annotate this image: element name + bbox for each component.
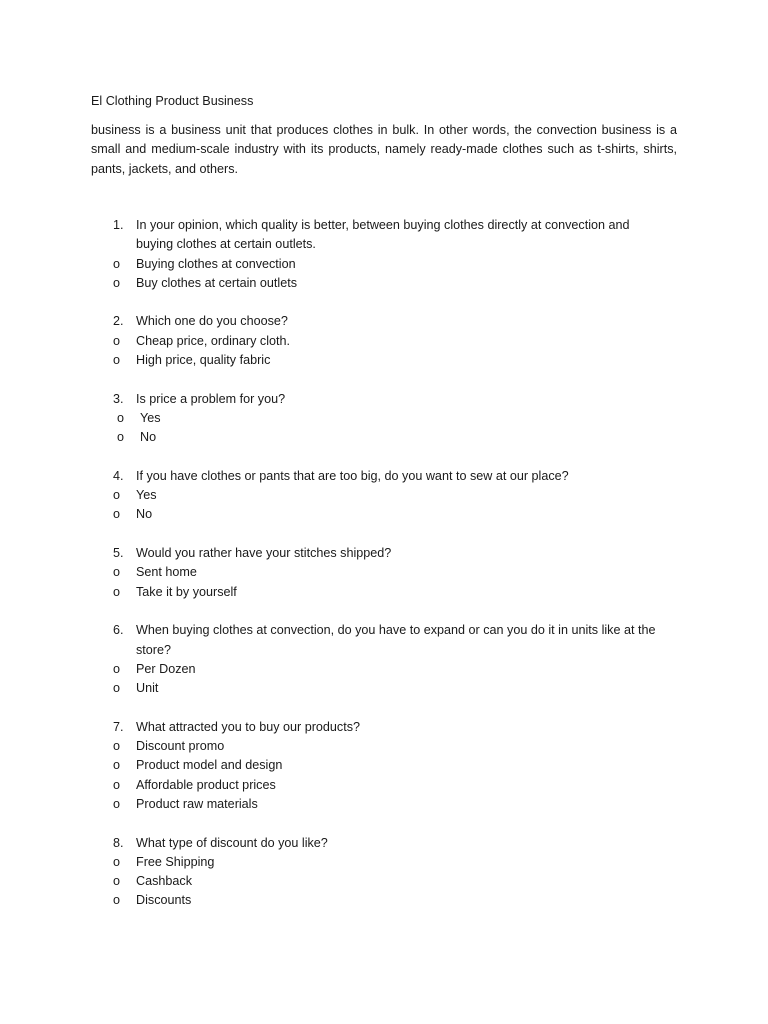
- option-label: Discounts: [136, 893, 192, 908]
- option-label: Take it by yourself: [136, 584, 237, 599]
- bullet-circle-icon: o: [113, 661, 121, 676]
- intro-paragraph: business is a business unit that produces clothes in bulk. In other words, the convection business is a small and medium-scale industry with its products, namely ready-made clothes such as t-shirts, shirts, pants, jackets, and others.: [91, 123, 677, 176]
- option-label: Product raw materials: [136, 796, 258, 811]
- question-number: 4.: [113, 468, 124, 483]
- bullet-circle-icon: o: [113, 584, 121, 599]
- answer-option: [0, 351, 768, 370]
- option-label: Free Shipping: [136, 854, 215, 869]
- question-1: [0, 216, 768, 293]
- question-number: 3.: [113, 391, 124, 406]
- bullet-circle-icon: o: [113, 256, 121, 271]
- bullet-circle-icon: o: [113, 333, 121, 348]
- answer-option: [0, 486, 768, 505]
- answer-option: [0, 853, 768, 872]
- bullet-circle-icon: o: [113, 353, 121, 368]
- answer-option: [0, 776, 768, 795]
- option-label: Yes: [140, 410, 161, 425]
- document-title: El Clothing Product Business: [91, 94, 254, 108]
- answer-option: [0, 332, 768, 351]
- option-label: Sent home: [136, 565, 197, 580]
- answer-option: [0, 255, 768, 274]
- answer-option: [0, 583, 768, 602]
- question-4: [0, 467, 768, 525]
- question-text: Is price a problem for you?: [136, 391, 286, 406]
- answer-option: [0, 274, 768, 293]
- answer-option: [0, 563, 768, 582]
- bullet-circle-icon: o: [113, 796, 121, 811]
- answer-option: [0, 505, 768, 524]
- option-label: Discount promo: [136, 739, 225, 754]
- question-number: 8.: [113, 835, 124, 850]
- question-text: What attracted you to buy our products?: [136, 719, 361, 734]
- bullet-circle-icon: o: [117, 430, 125, 445]
- bullet-circle-icon: o: [113, 739, 121, 754]
- question-text: When buying clothes at convection, do you have to expand or can you do it in units like at the store?: [136, 623, 656, 657]
- answer-option: [0, 679, 768, 698]
- question-text: In your opinion, which quality is better, between buying clothes directly at convection and buying clothes at certain outlets.: [136, 218, 630, 252]
- bullet-circle-icon: o: [113, 777, 121, 792]
- question-number: 2.: [113, 314, 124, 329]
- answer-option: [0, 409, 768, 428]
- question-number: 5.: [113, 546, 124, 561]
- option-label: Cheap price, ordinary cloth.: [136, 333, 291, 348]
- bullet-circle-icon: o: [113, 758, 121, 773]
- answer-option: [0, 737, 768, 756]
- bullet-circle-icon: o: [113, 893, 121, 908]
- answer-option: [0, 660, 768, 679]
- question-2: [0, 312, 768, 370]
- option-label: Yes: [136, 488, 157, 503]
- answer-option: [0, 891, 768, 910]
- answer-option: [0, 795, 768, 814]
- bullet-circle-icon: o: [113, 507, 121, 522]
- question-text: Which one do you choose?: [136, 314, 288, 329]
- option-label: Buying clothes at convection: [136, 256, 296, 271]
- option-label: Unit: [136, 681, 159, 696]
- question-number: 1.: [113, 218, 124, 232]
- option-label: High price, quality fabric: [136, 353, 271, 368]
- option-label: Cashback: [136, 874, 193, 889]
- question-8: [0, 834, 768, 911]
- bullet-circle-icon: o: [113, 874, 121, 889]
- option-label: Per Dozen: [136, 661, 196, 676]
- bullet-circle-icon: o: [113, 681, 121, 696]
- bullet-circle-icon: o: [113, 854, 121, 869]
- question-6: [0, 621, 768, 698]
- question-text: What type of discount do you like?: [136, 835, 328, 850]
- question-3: [0, 390, 768, 448]
- question-7: [0, 718, 768, 814]
- question-number: 6.: [113, 623, 124, 638]
- question-text: Would you rather have your stitches shipped?: [136, 546, 392, 561]
- answer-option: [0, 428, 768, 447]
- question-list: [0, 216, 768, 930]
- question-text: If you have clothes or pants that are too big, do you want to sew at our place?: [136, 468, 569, 483]
- question-5: [0, 544, 768, 602]
- bullet-circle-icon: o: [113, 275, 121, 290]
- bullet-circle-icon: o: [113, 488, 121, 503]
- option-label: No: [136, 507, 153, 522]
- question-number: 7.: [113, 719, 124, 734]
- bullet-circle-icon: o: [113, 565, 121, 580]
- option-label: Buy clothes at certain outlets: [136, 275, 298, 290]
- bullet-circle-icon: o: [117, 410, 125, 425]
- option-label: Affordable product prices: [136, 777, 276, 792]
- option-label: Product model and design: [136, 758, 283, 773]
- answer-option: [0, 872, 768, 891]
- answer-option: [0, 756, 768, 775]
- option-label: No: [140, 430, 157, 445]
